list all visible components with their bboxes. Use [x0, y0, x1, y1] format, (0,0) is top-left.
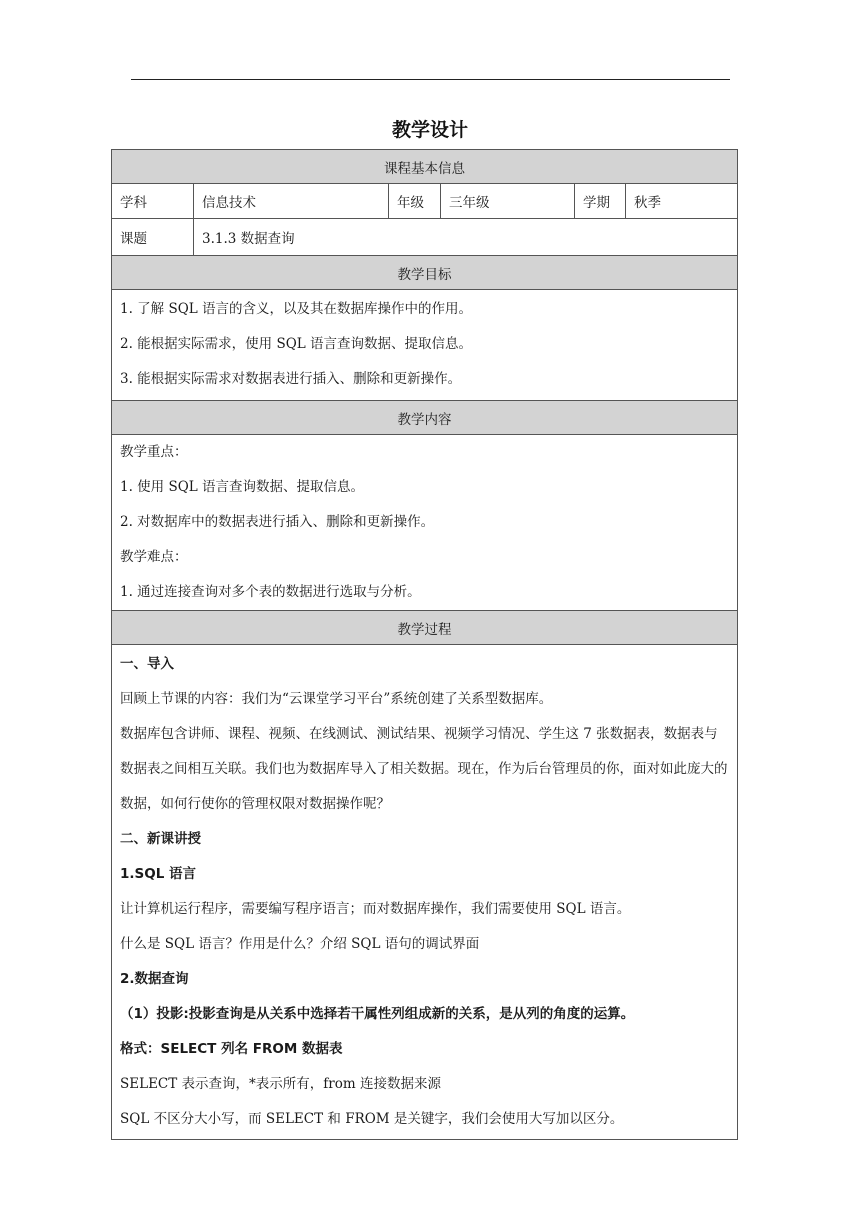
- objective-item: 2. 能根据实际需求，使用 SQL 语言查询数据、提取信息。: [120, 336, 473, 352]
- objective-item: 3. 能根据实际需求对数据表进行插入、删除和更新操作。: [120, 371, 462, 387]
- paragraph: 回顾上节课的内容：我们为“云课堂学习平台”系统创建了关系型数据库。: [120, 691, 553, 707]
- heading-new-lesson: 二、新课讲授: [120, 831, 201, 847]
- subject-value: 信息技术: [194, 184, 389, 219]
- paragraph: 让计算机运行程序，需要编写程序语言；而对数据库操作，我们需要使用 SQL 语言。: [120, 901, 631, 917]
- content-block: [112, 435, 738, 611]
- section-header-basic-info: 课程基本信息: [112, 150, 738, 184]
- section-header-process: 教学过程: [112, 611, 738, 645]
- topic-label: 课题: [112, 219, 194, 256]
- objectives-block: [112, 290, 738, 401]
- paragraph: SQL 不区分大小写，而 SELECT 和 FROM 是关键字，我们会使用大写加以区分。: [120, 1111, 624, 1127]
- key-point-item: 2. 对数据库中的数据表进行插入、删除和更新操作。: [120, 514, 435, 530]
- section-header-objectives: 教学目标: [112, 256, 738, 290]
- paragraph: SELECT 表示查询，*表示所有，from 连接数据来源: [120, 1076, 441, 1092]
- paragraph: 什么是 SQL 语言？作用是什么？介绍 SQL 语句的调试界面: [120, 936, 480, 952]
- difficult-points-label: 教学难点：: [120, 549, 188, 565]
- key-point-item: 1. 使用 SQL 语言查询数据、提取信息。: [120, 479, 365, 495]
- paragraph: 数据库包含讲师、课程、视频、在线测试、测试结果、视频学习情况、学生这 7 张数据表，数据表与数据表之间相互关联。我们也为数据库导入了相关数据。现在，作为后台管理员的你，面对如此庞大的数据，如何行使你的管理权限对数据操作呢？: [120, 726, 728, 812]
- heading-projection: （1）投影:投影查询是从关系中选择若干属性列组成新的关系，是从列的角度的运算。: [120, 1006, 635, 1022]
- heading-intro: 一、导入: [120, 656, 174, 672]
- header-rule: [131, 79, 730, 80]
- lesson-plan-table: [111, 149, 738, 1140]
- heading-sql-language: 1.SQL 语言: [120, 866, 197, 882]
- section-header-content: 教学内容: [112, 401, 738, 435]
- objective-item: 1. 了解 SQL 语言的含义，以及其在数据库操作中的作用。: [120, 301, 473, 317]
- document-title: 教学设计: [391, 119, 468, 141]
- subject-label: 学科: [112, 184, 194, 219]
- topic-value: 3.1.3 数据查询: [194, 219, 738, 256]
- term-label: 学期: [575, 184, 626, 219]
- grade-value: 三年级: [441, 184, 575, 219]
- heading-format: 格式：SELECT 列名 FROM 数据表: [120, 1041, 343, 1057]
- grade-label: 年级: [389, 184, 441, 219]
- term-value: 秋季: [626, 184, 738, 219]
- difficult-point-item: 1. 通过连接查询对多个表的数据进行选取与分析。: [120, 584, 421, 600]
- process-block: [112, 645, 738, 1140]
- key-points-label: 教学重点：: [120, 444, 188, 460]
- heading-data-query: 2.数据查询: [120, 971, 189, 987]
